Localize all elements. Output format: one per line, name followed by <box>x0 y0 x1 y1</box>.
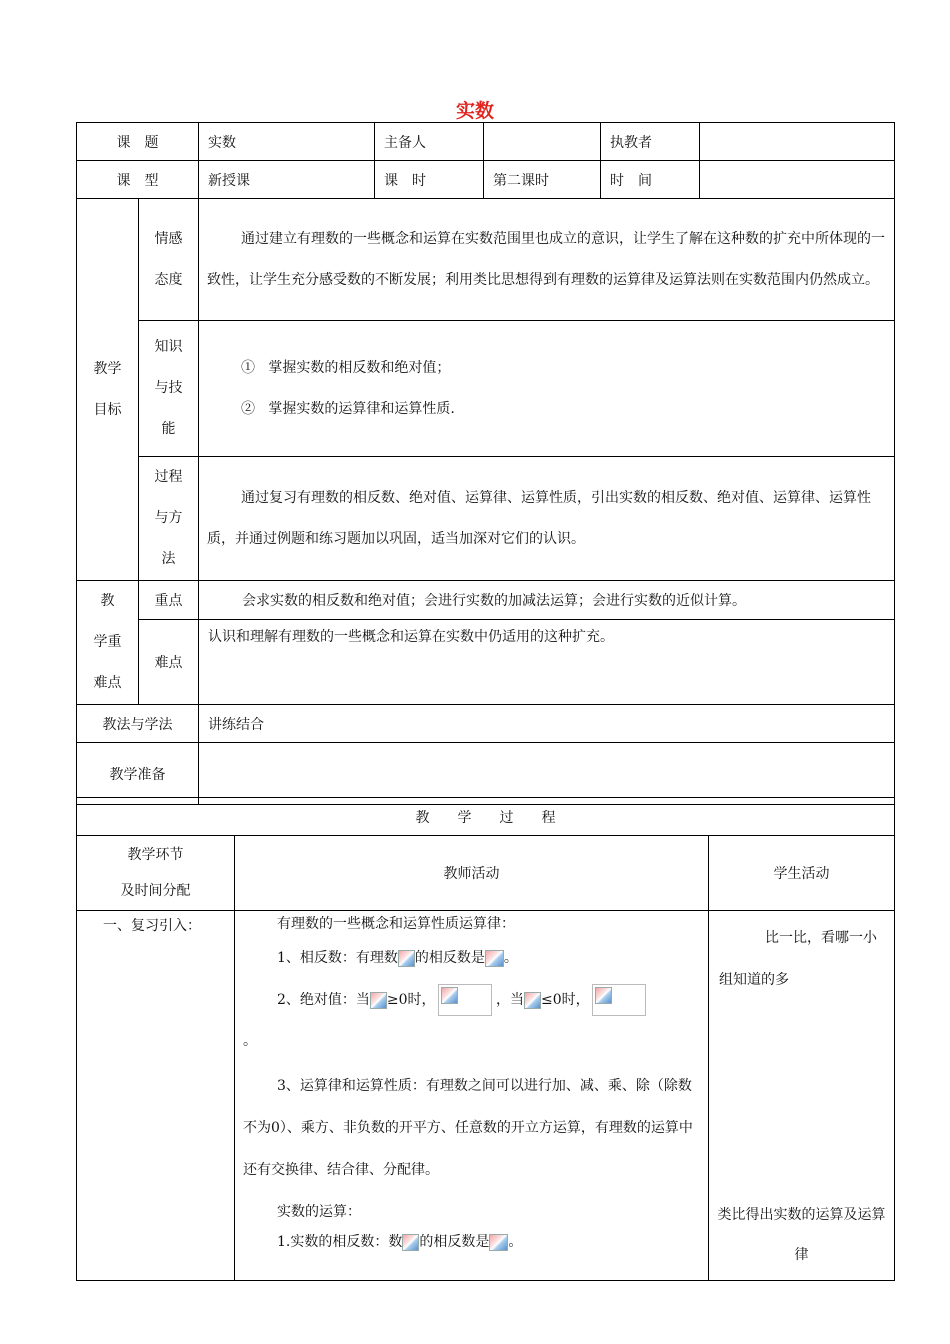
formula-image-icon <box>398 950 415 967</box>
teacher-column-header: 教师活动 <box>235 836 709 911</box>
knowledge-list <box>199 321 895 457</box>
formula-image-icon <box>441 987 458 1004</box>
teacher-value <box>700 123 895 161</box>
student-activity <box>709 911 895 1281</box>
formula-frame <box>438 984 492 1016</box>
type-value: 新授课 <box>199 161 375 199</box>
preparer-value <box>484 123 601 161</box>
process-heading: 教 学 过 程 <box>77 798 895 836</box>
difficult-text: 认识和理解有理数的一些概念和运算在实数中仍适用的这种扩充。 <box>199 620 895 705</box>
formula-image-icon <box>485 950 504 967</box>
method-value: 讲练结合 <box>199 705 895 743</box>
knowledge-item: ① 掌握实数的相反数和绝对值； <box>241 359 451 376</box>
time-value <box>700 161 895 199</box>
real-opposite-line: 1.实数的相反数：数 的相反数是 。 <box>277 1234 523 1250</box>
formula-image-icon <box>402 1234 419 1251</box>
teaching-process-table <box>76 797 895 1281</box>
difficult-label: 难点 <box>139 620 199 705</box>
stage-column-header: 教学环节 及时间分配 <box>77 836 235 911</box>
formula-image-icon <box>595 987 612 1004</box>
student-activity-1: 比一比，看哪一小组知道的多 <box>719 930 877 988</box>
knowledge-label: 知识 与技 能 <box>139 321 199 457</box>
knowledge-item: ② 掌握实数的运算律和运算性质. <box>241 400 455 417</box>
preparation-value <box>199 743 895 805</box>
method-label: 教法与学法 <box>77 705 199 743</box>
process-label: 过程 与方 法 <box>139 457 199 581</box>
key-text: 会求实数的相反数和绝对值；会进行实数的加减法运算；会进行实数的近似计算。 <box>199 581 895 620</box>
preparation-label: 教学准备 <box>77 743 199 805</box>
objectives-label: 教学 目标 <box>77 199 139 581</box>
period-label: 课 时 <box>375 161 484 199</box>
formula-image-icon <box>370 992 387 1009</box>
student-activity-2: 类比得出实数的运算及运算律 <box>717 1207 886 1263</box>
lesson-info-table <box>76 122 895 805</box>
teacher-label: 执教者 <box>601 123 700 161</box>
key-points-label: 教 学重 难点 <box>77 581 139 705</box>
emotion-label: 情感 态度 <box>139 199 199 321</box>
formula-image-icon <box>489 1234 508 1251</box>
opposite-number-line: 1、相反数：有理数 的相反数是 。 <box>277 950 518 966</box>
topic-value: 实数 <box>199 123 375 161</box>
teacher-activity <box>235 911 709 1281</box>
process-text: 通过复习有理数的相反数、绝对值、运算律、运算性质，引出实数的相反数、绝对值、运算律、运算性质，并通过例题和练习题加以巩固，适当加深对它们的认识。 <box>199 457 895 581</box>
time-label: 时 间 <box>601 161 700 199</box>
emotion-text: 通过建立有理数的一些概念和运算在实数范围里也成立的意识，让学生了解在这种数的扩充中所体现的一致性，让学生充分感受数的不断发展；利用类比思想得到有理数的运算律及运算法则在实数范围内仍然成立。 <box>199 199 895 321</box>
page-title: 实数 <box>455 100 494 122</box>
key-label: 重点 <box>139 581 199 620</box>
stage-cell: 一、复习引入： <box>77 911 235 1281</box>
topic-label: 课 题 <box>77 123 199 161</box>
type-label: 课 型 <box>77 161 199 199</box>
formula-image-icon <box>524 992 541 1009</box>
preparer-label: 主备人 <box>375 123 484 161</box>
formula-frame <box>592 984 646 1016</box>
operation-rules-text: 3、运算律和运算性质：有理数之间可以进行加、减、乘、除（除数不为0）、乘方、非负数的开平方、任意数的开立方运算，有理数的运算中还有交换律、结合律、分配律。 <box>243 1078 693 1178</box>
student-column-header: 学生活动 <box>709 836 895 911</box>
period-value: 第二课时 <box>484 161 601 199</box>
real-operations-heading: 实数的运算： <box>277 1204 361 1220</box>
review-intro: 有理数的一些概念和运算性质运算律： <box>277 916 515 932</box>
absolute-value-end: 。 <box>243 1033 257 1049</box>
absolute-value-line: 2、绝对值：当 ≥0时， ，当 ≤0时， <box>243 983 700 1017</box>
